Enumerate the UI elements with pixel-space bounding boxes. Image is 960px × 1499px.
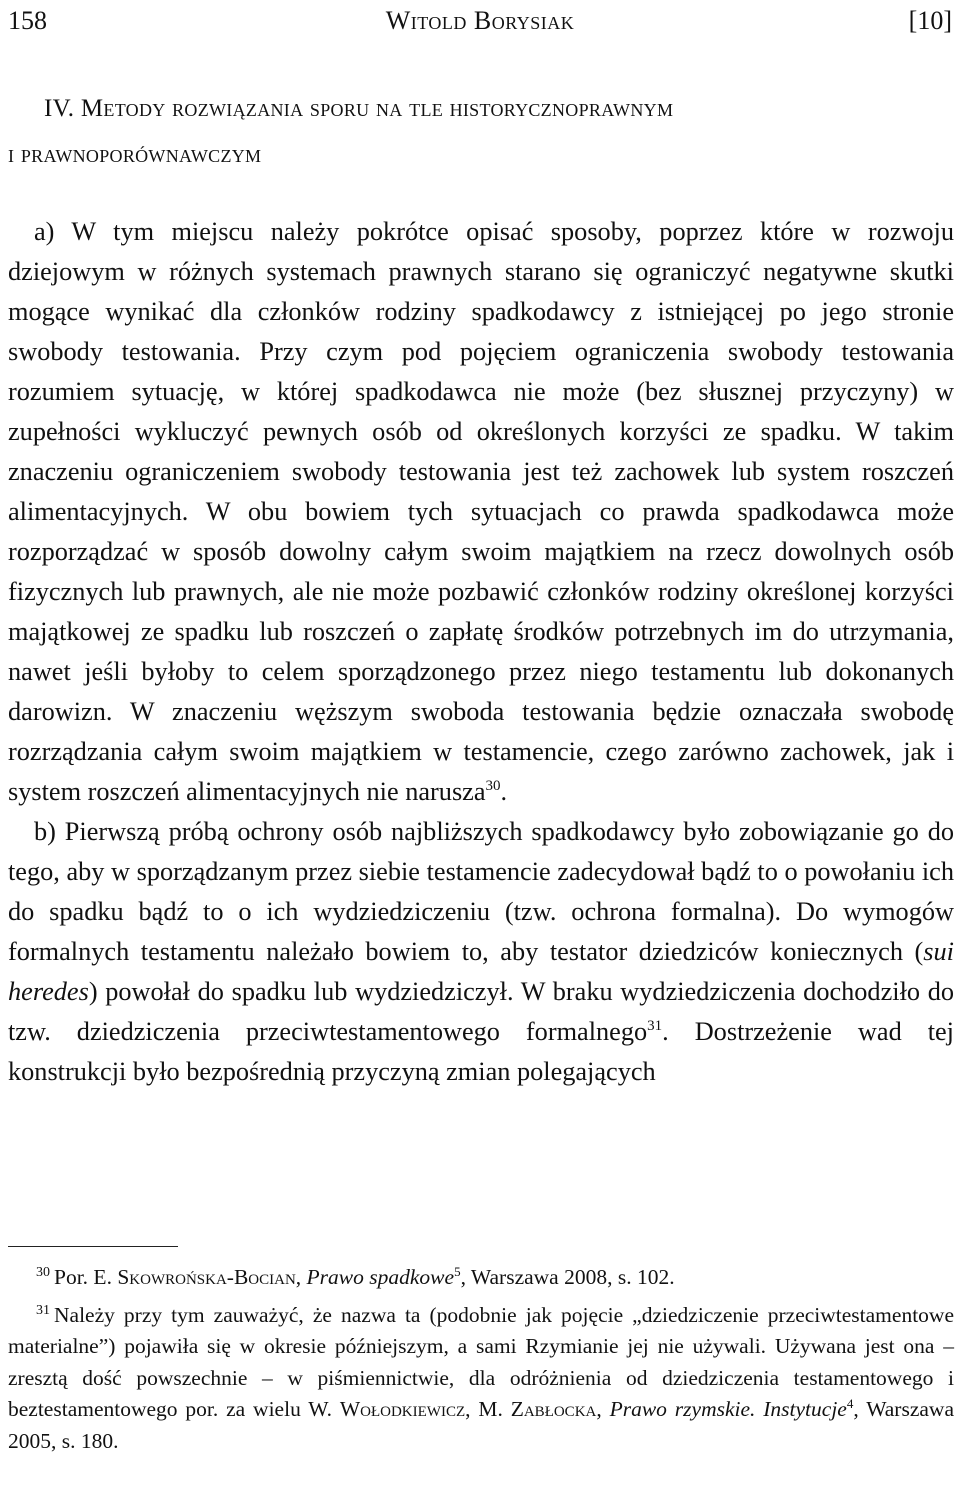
footnote-31-author2: Zabłocka [510, 1397, 597, 1421]
footnote-30-mark: 30 [36, 1265, 50, 1280]
footnote-31-text-1: Należy przy tym zauważyć, że nazwa ta (podobnie jak pojęcie „dziedziczenie przeciwtestamentowe materialne”) pojawiła się w okresie późniejszym, a sami Rzymianie jej nie używali. Używana jest ona – zresztą dość powszechnie – w piśmiennictwie, dla odróżnienia od dziedziczenia testamentowego i beztestamentowego por. za wielu W. [8, 1302, 954, 1421]
paragraph-b [8, 812, 954, 1092]
footnote-31-mark: 31 [36, 1302, 50, 1318]
section-number: IV. [44, 95, 75, 122]
paragraph-b-text-2: ) powołał do spadku lub wydziedziczył. W braku wydziedziczenia dochodziło do tzw. dziedziczenia przeciwtestamentowego formalnego [8, 977, 954, 1046]
footnote-31-text-2: , M. [465, 1397, 511, 1421]
footnote-31-edition: 4 [846, 1396, 854, 1411]
footnote-31-text-4: , Warszawa 2005, s. 180. [8, 1397, 954, 1453]
footnote-ref-31: 31 [647, 1018, 663, 1034]
section-title-line1: Metody rozwiązania sporu na tle historycznoprawnym [80, 95, 674, 122]
running-author: Witold Borysiak [385, 6, 575, 35]
footnote-divider [8, 1246, 178, 1247]
footnote-30 [8, 1262, 954, 1294]
footnote-30-text-2: , [295, 1265, 307, 1289]
footnote-ref-30: 30 [485, 778, 501, 794]
footnote-30-text-3: , Warszawa 2008, s. 102. [460, 1265, 675, 1289]
section-title-line2: i prawnoporównawczym [8, 141, 262, 168]
section-heading [8, 86, 944, 178]
footnotes [8, 1262, 954, 1463]
running-header [8, 4, 952, 38]
main-text [8, 212, 954, 1092]
paragraph-a-end: . [500, 777, 508, 806]
footnote-31-author1: Wołodkiewicz [339, 1397, 466, 1421]
chapter-number: [10] [908, 6, 952, 35]
paragraph-a-text: a) W tym miejscu należy pokrótce opisać sposoby, poprzez które w rozwoju dziejowym w różnych systemach prawnych starano się ograniczyć negatywne skutki mogące wynikać dla członków rodziny spadkodawcy z istniejącej po jego stronie swobody testowania. Przy czym pod pojęciem ograniczenia swobody testowania rozumiem sytuację, w której spadkodawca nie może (bez słusznej przyczyny) w zupełności wykluczyć pewnych osób od określonych korzyści ze spadku. W takim znaczeniu ograniczeniem swobody testowania jest też zachowek lub system roszczeń alimentacyjnych. W obu bowiem tych sytuacjach co prawda spadkodawca może rozporządzać w sposób dowolny całym swoim majątkiem na rzecz dowolnych osób fizycznych lub prawnych, ale nie może pozbawić członków rodziny określonej korzyści majątkowej ze spadku lub roszczeń o zapłatę środków potrzebnych im do utrzymania, nawet jeśli byłoby to celem sporządzonego przez niego testamentu lub dokonanych darowizn. W znaczeniu węższym swoboda testowania będzie oznaczała swobodę rozrządzania całym swoim majątkiem w testamencie, czego zarówno zachowek, jak i system roszczeń alimentacyjnych nie narusza [8, 217, 954, 806]
footnote-31-text-3: , [596, 1397, 610, 1421]
section-heading-line1 [44, 86, 944, 132]
paragraph-b-text-1: b) Pierwszą próbą ochrony osób najbliższych spadkodawcy było zobowiązanie go do tego, aby w sporządzanym przez siebie testamencie zadecydował bądź to o powołaniu ich do spadku bądź to o ich wydziedziczeniu (tzw. ochrona formalna). Do wymogów formalnych testamentu należało bowiem to, aby testator dziedziców koniecznych ( [8, 817, 954, 966]
paragraph-a [8, 212, 954, 812]
footnote-30-edition: 5 [454, 1264, 461, 1279]
footnote-31 [8, 1300, 954, 1458]
footnote-31-title: Prawo rzymskie. Instytucje [609, 1397, 847, 1421]
page-number: 158 [8, 6, 47, 35]
paragraph-b-text-3: . Dostrzeżenie wad tej konstrukcji było bezpośrednią przyczyną zmian polegających [8, 1017, 954, 1086]
footnote-30-author: Skowrońska-Bocian [117, 1265, 296, 1289]
latin-term: sui heredes [8, 937, 954, 1006]
footnote-30-title: Prawo spadkowe [306, 1265, 455, 1289]
footnote-30-text-1: Por. E. [54, 1265, 118, 1289]
